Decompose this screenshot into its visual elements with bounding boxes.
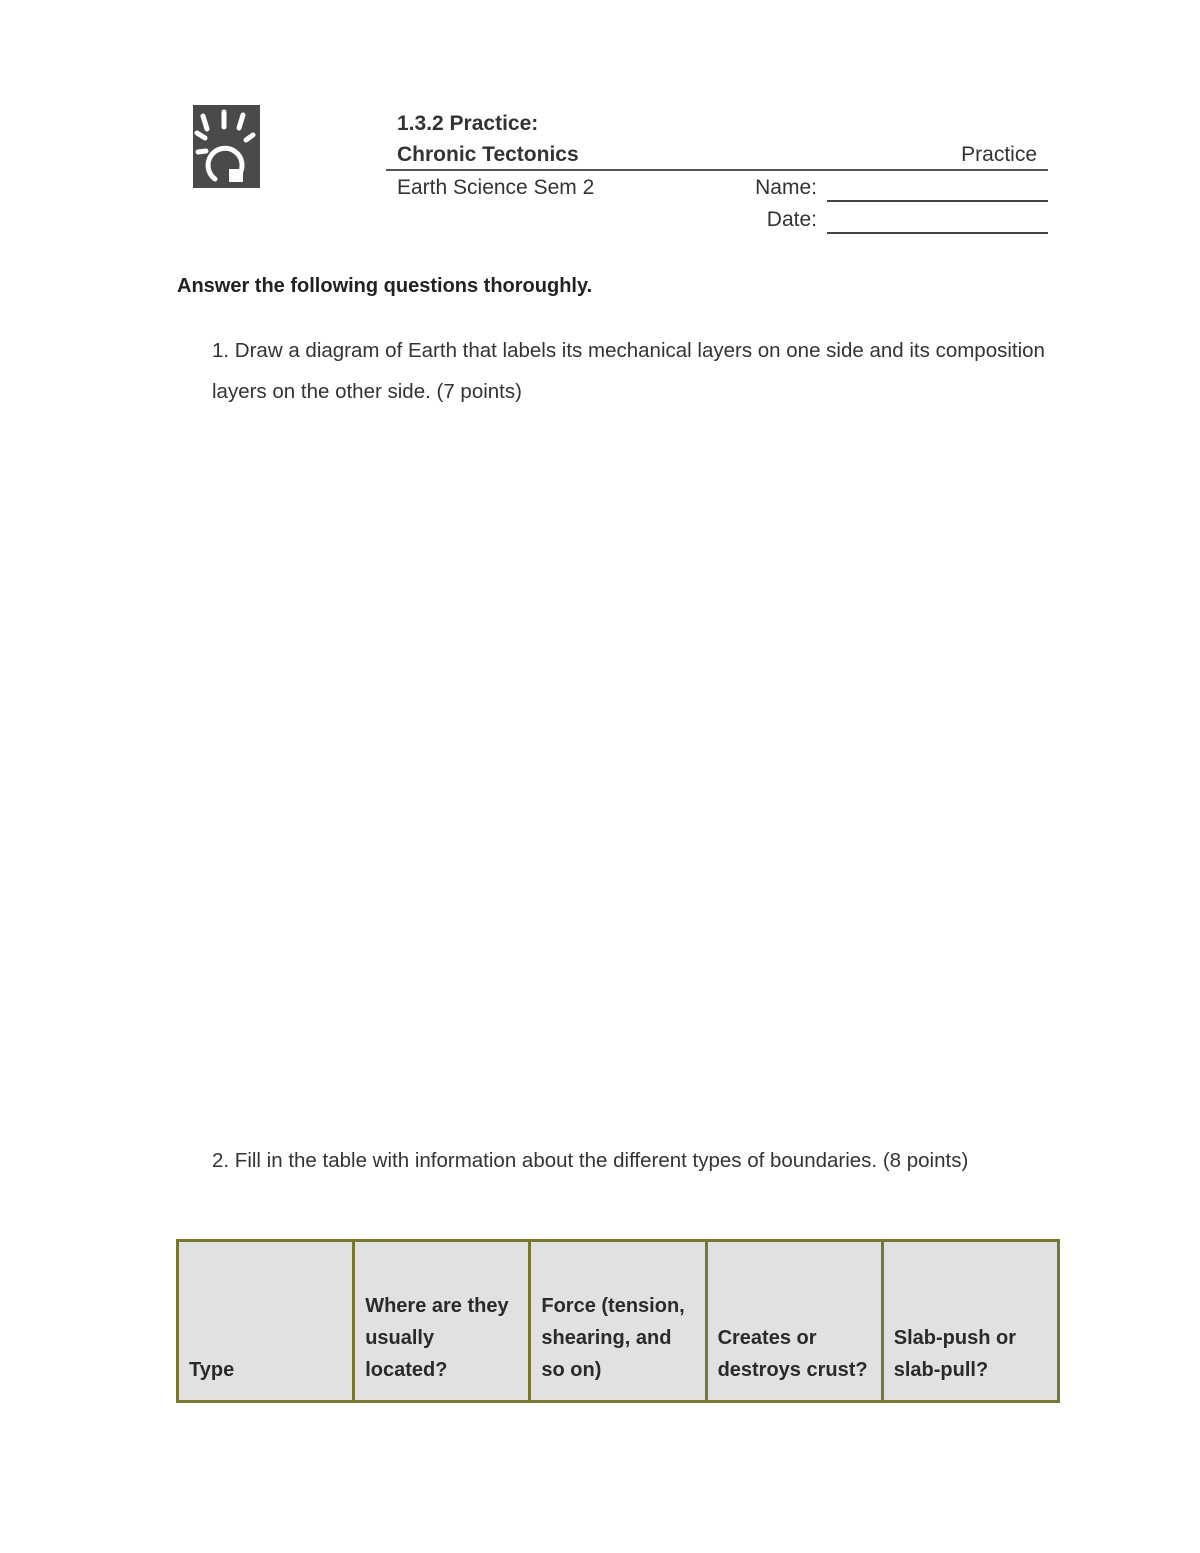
name-label: Name: (755, 176, 817, 199)
lightbulb-rays-icon (193, 105, 260, 188)
date-label: Date: (766, 208, 817, 231)
header-force: Force (tension, shearing, and so on) (530, 1241, 706, 1402)
worksheet-title (397, 108, 579, 170)
header-slab: Slab-push or slab-pull? (882, 1241, 1058, 1402)
header-location: Where are they usually located? (354, 1241, 530, 1402)
date-field[interactable] (827, 232, 1048, 234)
header-crust: Creates or destroys crust? (706, 1241, 882, 1402)
boundaries-table (176, 1239, 1060, 1403)
course-name: Earth Science Sem 2 (397, 176, 595, 199)
title-line-2: Chronic Tectonics (397, 143, 579, 166)
instructions: Answer the following questions thoroughly. (177, 275, 593, 297)
header-type: Type (178, 1241, 354, 1402)
question-2: 2. Fill in the table with information about the different types of boundaries. (8 points) (212, 1149, 969, 1172)
table-header-row (178, 1241, 1059, 1402)
header-divider (386, 169, 1048, 171)
name-field[interactable] (827, 200, 1048, 202)
question-1: 1. Draw a diagram of Earth that labels its mechanical layers on one side and its composition layers on the other side. (7 points) (212, 339, 1045, 403)
worksheet-type: Practice (961, 143, 1037, 166)
title-line-1: 1.3.2 Practice: (397, 112, 539, 135)
